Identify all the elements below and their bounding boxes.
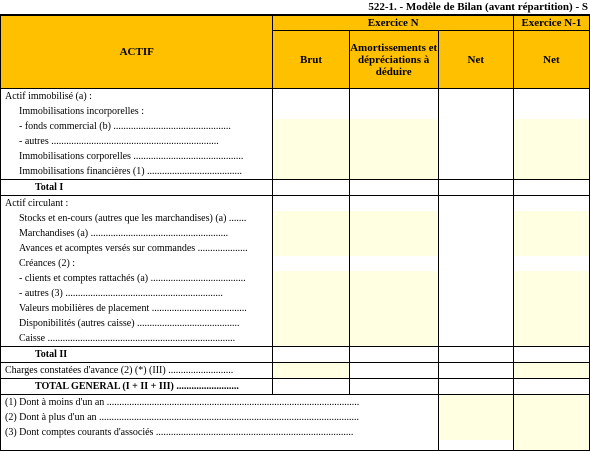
cell-net[interactable] (438, 379, 513, 395)
table-row-total (1, 347, 590, 363)
cell-net[interactable] (438, 286, 513, 301)
cell-net[interactable] (438, 180, 513, 196)
header-amortissements: Amortissements et dépréciations à déduire (349, 31, 438, 89)
row-label: - clients et comptes rattachés (a) ...................................... (1, 271, 273, 286)
note-spacer (1, 440, 439, 451)
cell-net[interactable] (438, 211, 513, 226)
cell-brut[interactable] (273, 226, 349, 241)
table-row (1, 104, 590, 119)
cell-note2-net-n1[interactable] (513, 410, 589, 425)
cell-amort[interactable] (349, 164, 438, 180)
note-row (1, 440, 590, 451)
cell-brut[interactable] (273, 196, 349, 212)
cell-brut[interactable] (273, 331, 349, 347)
note-row (1, 395, 590, 411)
row-label: Valeurs mobilières de placement ...................................... (1, 301, 273, 316)
table-row (1, 89, 590, 105)
row-label: Caisse ........................................................................... (1, 331, 273, 347)
cell-net-n1[interactable] (513, 363, 589, 379)
cell-note1-net-n1[interactable] (513, 395, 589, 411)
header-actif: ACTIF (1, 16, 273, 89)
cell-net[interactable] (438, 301, 513, 316)
table-row (1, 134, 590, 149)
cell-amort[interactable] (349, 180, 438, 196)
total-ii-label: Total II (1, 347, 273, 363)
row-label: Charges constatées d'avance (2) (*) (III) .......................... (1, 363, 273, 379)
cell-net[interactable] (438, 256, 513, 271)
cell-note1-net[interactable] (438, 395, 513, 411)
cell-brut[interactable] (273, 89, 349, 105)
header-exercice-n: Exercice N (273, 16, 513, 31)
header-brut: Brut (273, 31, 349, 89)
cell-net-n1[interactable] (513, 347, 589, 363)
row-label: - autres ................................................................... (1, 134, 273, 149)
cell-net-n1[interactable] (513, 316, 589, 331)
row-label: Immobilisations corporelles ............................................ (1, 149, 273, 164)
cell-note2-net[interactable] (438, 410, 513, 425)
cell-amort[interactable] (349, 363, 438, 379)
header-net: Net (438, 31, 513, 89)
table-row (1, 286, 590, 301)
cell-net[interactable] (438, 104, 513, 119)
cell-net[interactable] (438, 347, 513, 363)
table-row (1, 196, 590, 212)
table-row (1, 271, 590, 286)
cell-brut[interactable] (273, 134, 349, 149)
cell-brut[interactable] (273, 119, 349, 134)
cell-net-n1[interactable] (513, 164, 589, 180)
cell-amort[interactable] (349, 331, 438, 347)
row-label: Créances (2) : (1, 256, 273, 271)
cell-net[interactable] (438, 241, 513, 256)
row-label: Immobilisations incorporelles : (1, 104, 273, 119)
bilan-table (0, 15, 590, 451)
table-row (1, 316, 590, 331)
cell-amort[interactable] (349, 347, 438, 363)
header-net-n1: Net (513, 31, 589, 89)
cell-net[interactable] (438, 89, 513, 105)
cell-brut[interactable] (273, 211, 349, 226)
cell-brut[interactable] (273, 316, 349, 331)
cell-brut[interactable] (273, 241, 349, 256)
cell-brut[interactable] (273, 301, 349, 316)
note-row (1, 410, 590, 425)
cell-net[interactable] (438, 149, 513, 164)
row-label: - autres (3) ............................................................... (1, 286, 273, 301)
cell-net[interactable] (438, 316, 513, 331)
cell-amort[interactable] (349, 119, 438, 134)
cell-brut[interactable] (273, 256, 349, 271)
cell-net-n1[interactable] (513, 286, 589, 301)
row-label: Marchandises (a) ....................................................... (1, 226, 273, 241)
table-row-total (1, 379, 590, 395)
cell-net-n1[interactable] (513, 180, 589, 196)
cell-net[interactable] (438, 363, 513, 379)
table-row-total (1, 180, 590, 196)
cell-amort[interactable] (349, 89, 438, 105)
cell-amort[interactable] (349, 379, 438, 395)
cell-net-n1[interactable] (513, 379, 589, 395)
cell-brut[interactable] (273, 286, 349, 301)
cell-net[interactable] (438, 134, 513, 149)
cell-net[interactable] (438, 196, 513, 212)
cell-brut[interactable] (273, 164, 349, 180)
cell-brut[interactable] (273, 104, 349, 119)
cell-amort[interactable] (349, 149, 438, 164)
cell-net[interactable] (438, 164, 513, 180)
cell-net-n1[interactable] (513, 134, 589, 149)
row-label: Avances et acomptes versés sur commandes .................... (1, 241, 273, 256)
table-row (1, 226, 590, 241)
cell-net-n1[interactable] (513, 119, 589, 134)
title-bar (0, 0, 590, 15)
row-label: Disponibilités (autres caisse) ......................................... (1, 316, 273, 331)
cell-net-n1[interactable] (513, 256, 589, 271)
cell-amort[interactable] (349, 104, 438, 119)
cell-net-n1[interactable] (513, 89, 589, 105)
table-row (1, 149, 590, 164)
cell-spacer-net (438, 440, 513, 451)
table-row (1, 211, 590, 226)
cell-brut[interactable] (273, 379, 349, 395)
table-row (1, 119, 590, 134)
cell-amort[interactable] (349, 316, 438, 331)
cell-net[interactable] (438, 271, 513, 286)
header-exercice-n1: Exercice N-1 (513, 16, 589, 31)
row-label: Actif circulant : (1, 196, 273, 212)
cell-net-n1[interactable] (513, 104, 589, 119)
cell-brut[interactable] (273, 180, 349, 196)
row-label: Immobilisations financières (1) ...................................... (1, 164, 273, 180)
row-label: Actif immobilisé (a) : (1, 89, 273, 105)
table-row (1, 301, 590, 316)
cell-amort[interactable] (349, 301, 438, 316)
cell-brut[interactable] (273, 363, 349, 379)
cell-note3-net[interactable] (438, 425, 513, 440)
cell-net-n1[interactable] (513, 331, 589, 347)
cell-amort[interactable] (349, 241, 438, 256)
cell-net-n1[interactable] (513, 149, 589, 164)
cell-net-n1[interactable] (513, 211, 589, 226)
total-i-label: Total I (1, 180, 273, 196)
note-2: (2) Dont à plus d'un an ........................................................................................................ (1, 410, 439, 425)
cell-amort[interactable] (349, 256, 438, 271)
table-row (1, 363, 590, 379)
cell-net-n1[interactable] (513, 241, 589, 256)
note-3: (3) Dont comptes courants d'associés ............................................................................... (1, 425, 439, 440)
cell-net[interactable] (438, 331, 513, 347)
cell-net-n1[interactable] (513, 271, 589, 286)
cell-amort[interactable] (349, 196, 438, 212)
table-row (1, 331, 590, 347)
cell-note3-net-n1[interactable] (513, 425, 589, 440)
cell-brut[interactable] (273, 347, 349, 363)
cell-amort[interactable] (349, 211, 438, 226)
row-label: Stocks et en-cours (autres que les marchandises) (a) ....... (1, 211, 273, 226)
note-row (1, 425, 590, 440)
cell-brut[interactable] (273, 149, 349, 164)
cell-net[interactable] (438, 119, 513, 134)
page-title: 522-1. - Modèle de Bilan (avant répartition) - S (368, 1, 588, 13)
table-row (1, 241, 590, 256)
cell-amort[interactable] (349, 134, 438, 149)
cell-net-n1[interactable] (513, 196, 589, 212)
cell-net[interactable] (438, 226, 513, 241)
cell-net-n1[interactable] (513, 301, 589, 316)
table-row (1, 256, 590, 271)
row-label: - fonds commercial (b) ............................................... (1, 119, 273, 134)
cell-amort[interactable] (349, 271, 438, 286)
cell-amort[interactable] (349, 226, 438, 241)
note-1: (1) Dont à moins d'un an ..................................................................................................... (1, 395, 439, 411)
cell-net-n1[interactable] (513, 226, 589, 241)
cell-spacer-net-n1 (513, 440, 589, 451)
table-row (1, 164, 590, 180)
cell-amort[interactable] (349, 286, 438, 301)
total-general-label: TOTAL GENERAL (I + II + III) ......................... (1, 379, 273, 395)
cell-brut[interactable] (273, 271, 349, 286)
